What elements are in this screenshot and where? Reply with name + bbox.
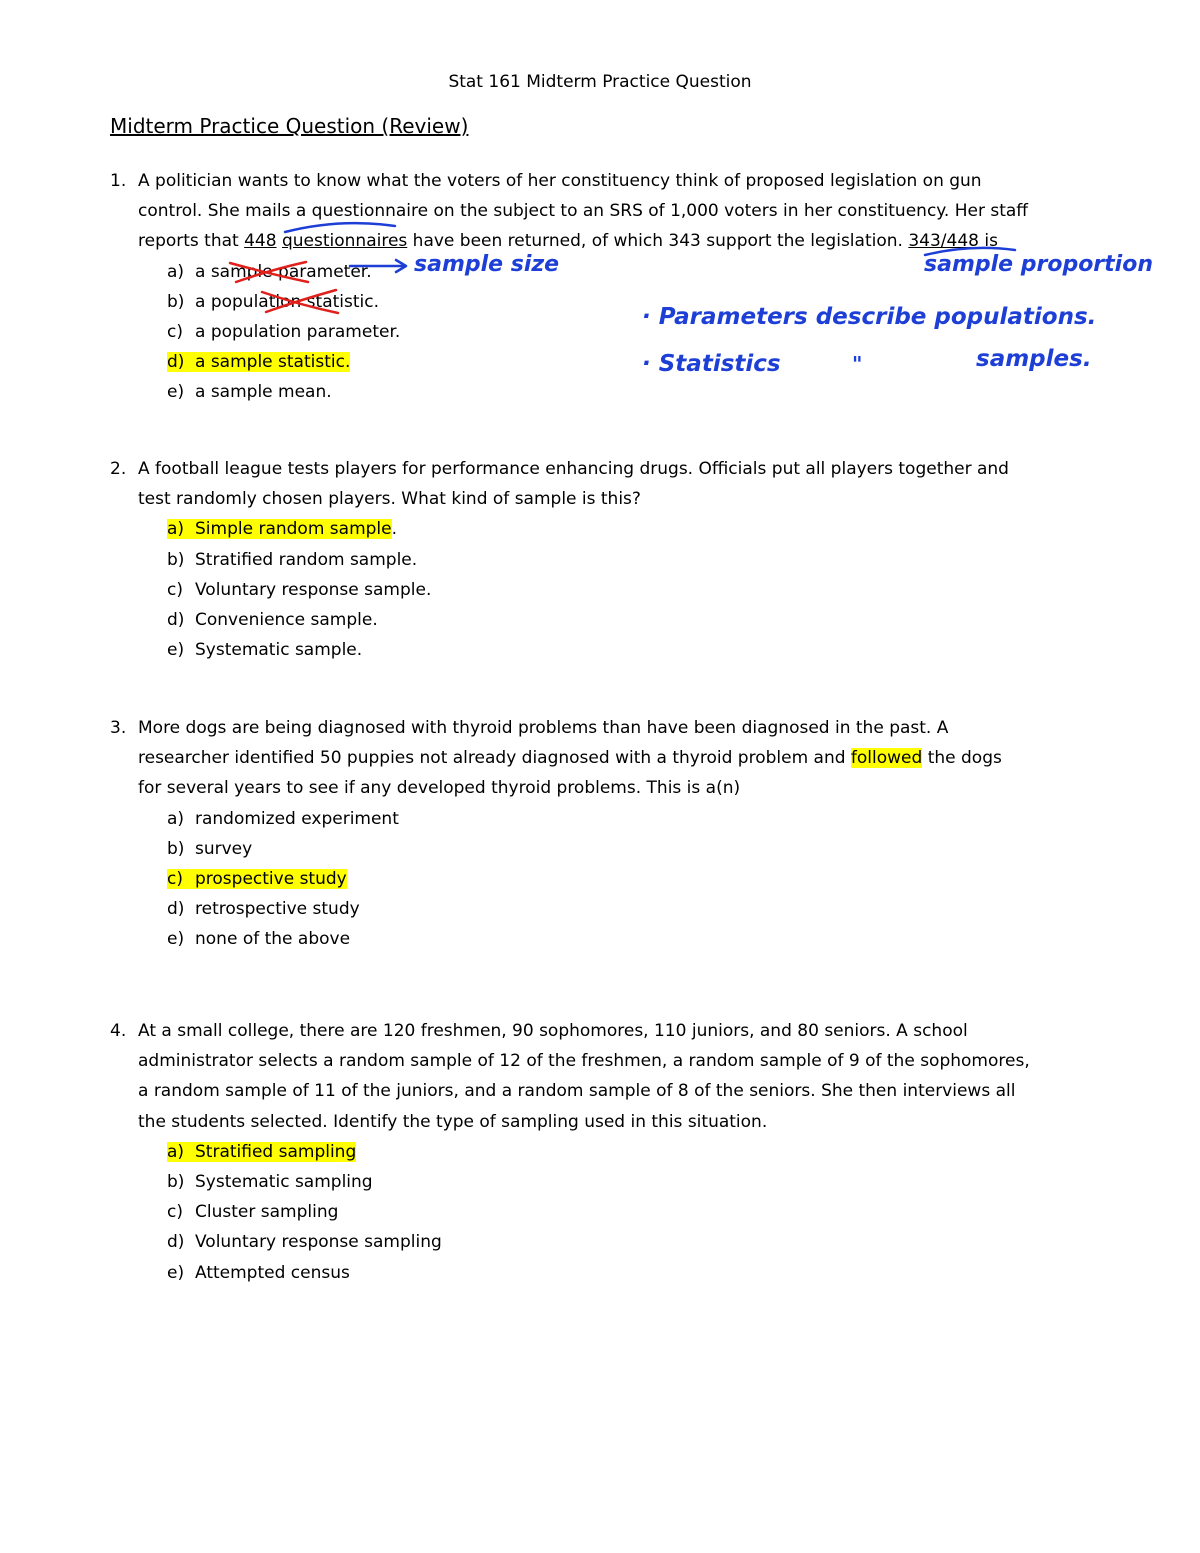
- stem-line: administrator selects a random sample of 12 of the freshmen, a random sample of 9 of the sophomores,: [138, 1051, 1030, 1072]
- option-letter: c): [167, 869, 183, 890]
- option-letter: e): [167, 1262, 185, 1283]
- stem-line: More dogs are being diagnosed with thyroid problems than have been diagnosed in the past. A: [138, 718, 949, 738]
- ink-note-sample-size: sample size: [414, 252, 560, 277]
- option-letter: e): [167, 382, 185, 403]
- option-text: Voluntary response sampling: [195, 1232, 442, 1253]
- option-letter: d): [167, 899, 185, 920]
- option-text: Convenience sample.: [195, 610, 378, 631]
- ink-note-parameters: · Parameters describe populations.: [642, 304, 1097, 330]
- option-letter: d): [167, 610, 185, 631]
- stem-line: for several years to see if any developed thyroid problems. This is a(n): [138, 778, 741, 799]
- option-text: a population statistic.: [195, 291, 380, 312]
- option-text: none of the above: [195, 929, 351, 950]
- document-title: Stat 161 Midterm Practice Question: [448, 72, 752, 92]
- option-text: retrospective study: [195, 899, 360, 920]
- option-text: Systematic sample.: [195, 640, 363, 661]
- question-number: 4.: [110, 1021, 127, 1041]
- question-number: 2.: [110, 459, 127, 479]
- ink-arc-over-questionnaires: [285, 223, 395, 232]
- question-number: 1.: [110, 171, 127, 191]
- option-letter: e): [167, 929, 185, 950]
- stem-text: the dogs: [922, 748, 1002, 769]
- stem-line: A politician wants to know what the voters of her constituency think of proposed legislation on gun: [138, 171, 982, 191]
- highlighted-word: followed: [850, 748, 923, 769]
- stem-line: the students selected. Identify the type of sampling used in this situation.: [138, 1111, 768, 1132]
- option-letter: c): [167, 322, 183, 343]
- question-number: 3.: [110, 718, 127, 738]
- underlined-count: 448: [244, 231, 277, 252]
- underlined-word: questionnaires: [281, 231, 408, 252]
- option-text: a sample mean.: [195, 382, 332, 403]
- option-letter: e): [167, 640, 185, 661]
- option-letter: d): [167, 1232, 185, 1253]
- option-letter: b): [167, 838, 185, 859]
- option-text: Stratified sampling: [195, 1141, 357, 1162]
- option-text: Stratified random sample.: [195, 549, 418, 570]
- option-text: Systematic sampling: [195, 1172, 373, 1193]
- option-text: survey: [195, 838, 253, 859]
- underlined-ratio: 343/448: [908, 231, 979, 252]
- stem-text: have been returned, of which 343 support the legislation.: [407, 231, 909, 252]
- stem-text: reports that: [138, 231, 245, 252]
- ink-note-sample-proportion: sample proportion: [924, 252, 1153, 277]
- option-letter: a): [167, 808, 185, 829]
- section-heading: Midterm Practice Question (Review): [110, 114, 469, 138]
- option-letter: d): [167, 352, 185, 373]
- ink-cross-option-a: [230, 262, 308, 282]
- ink-ditto-mark: ": [852, 352, 863, 376]
- option-text: a sample statistic.: [195, 352, 351, 373]
- stem-text: researcher identified 50 puppies not already diagnosed with a thyroid problem and: [138, 748, 851, 769]
- option-letter: b): [167, 1172, 185, 1193]
- option-text: a sample parameter.: [195, 261, 372, 282]
- option-suffix: .: [391, 519, 398, 540]
- option-letter: b): [167, 549, 185, 570]
- stem-line: At a small college, there are 120 freshmen, 90 sophomores, 110 juniors, and 80 seniors. A school: [138, 1021, 968, 1041]
- option-text: prospective study: [195, 869, 347, 890]
- option-letter: a): [167, 1141, 185, 1162]
- option-letter: a): [167, 261, 185, 282]
- stem-line: test randomly chosen players. What kind of sample is this?: [138, 489, 641, 510]
- stem-line: control. She mails a questionnaire on the subject to an SRS of 1,000 voters in her constituency. Her staff: [138, 201, 1029, 222]
- stem-text: is: [978, 231, 998, 252]
- stem-line: A football league tests players for performance enhancing drugs. Officials put all players together and: [138, 459, 1009, 479]
- stem-line: a random sample of 11 of the juniors, and a random sample of 8 of the seniors. She then interviews all: [138, 1081, 1016, 1102]
- option-letter: b): [167, 291, 185, 312]
- option-text: Simple random sample: [195, 519, 392, 540]
- ink-cross-option-b: [262, 290, 338, 313]
- option-text: randomized experiment: [195, 808, 399, 829]
- option-text: a population parameter.: [195, 322, 401, 343]
- option-letter: c): [167, 579, 183, 600]
- option-text: Cluster sampling: [195, 1202, 339, 1223]
- ink-note-statistics: · Statistics: [642, 351, 781, 377]
- option-letter: c): [167, 1202, 183, 1223]
- ink-note-samples: samples.: [976, 346, 1092, 372]
- option-text: Attempted census: [195, 1262, 350, 1283]
- option-letter: a): [167, 519, 185, 540]
- option-text: Voluntary response sample.: [195, 579, 432, 600]
